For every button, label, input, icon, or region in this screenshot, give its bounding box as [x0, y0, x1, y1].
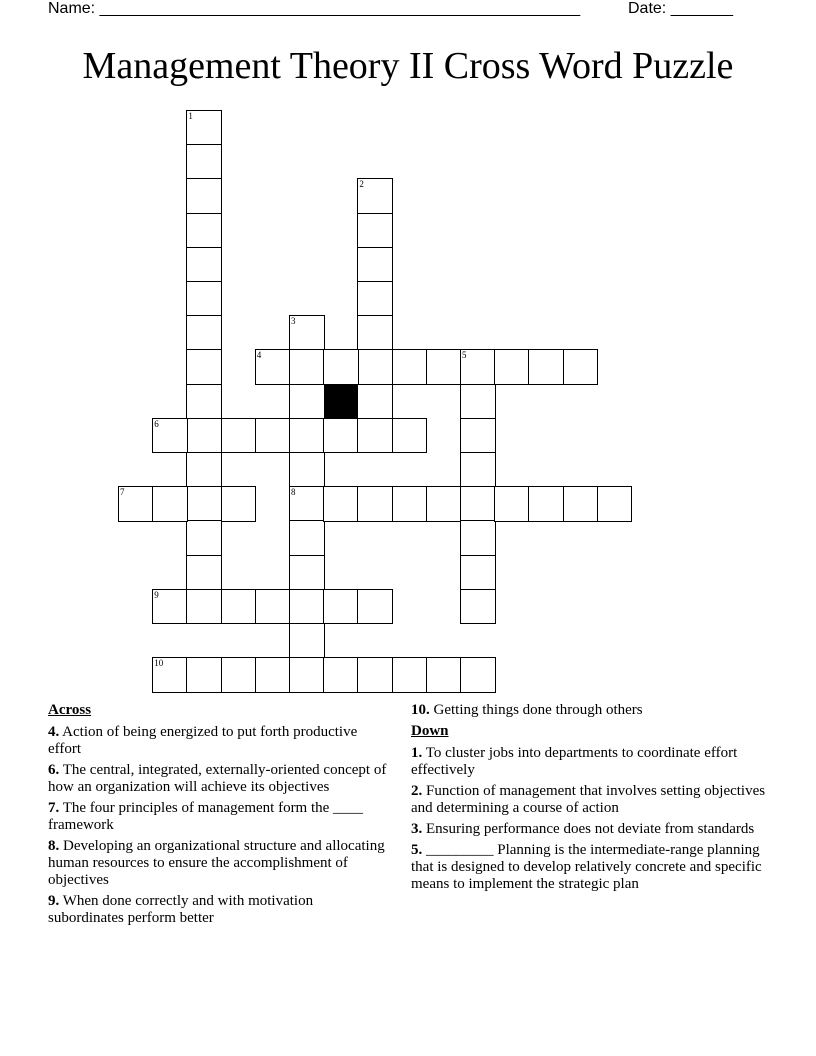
- grid-cell[interactable]: [186, 418, 222, 454]
- grid-cell[interactable]: [289, 555, 325, 591]
- grid-cell[interactable]: [392, 486, 428, 522]
- grid-cell[interactable]: [460, 555, 496, 591]
- grid-cell[interactable]: [186, 452, 222, 488]
- down-heading: Down: [411, 723, 449, 739]
- grid-cell[interactable]: [460, 384, 496, 420]
- grid-cell[interactable]: [357, 589, 393, 625]
- clue-number: 4.: [48, 724, 60, 740]
- grid-cell[interactable]: [528, 486, 564, 522]
- clue-across-4: [48, 724, 388, 758]
- clue-text: Getting things done through others: [429, 702, 643, 718]
- grid-cell[interactable]: [426, 657, 462, 693]
- grid-cell[interactable]: [255, 657, 291, 693]
- grid-cell[interactable]: [289, 657, 325, 693]
- grid-cell[interactable]: [323, 589, 359, 625]
- grid-cell[interactable]: [289, 486, 325, 522]
- clue-text: Developing an organizational structure and allocating human resources to ensure the accomplishment of objectives: [48, 838, 385, 888]
- grid-cell[interactable]: [186, 247, 222, 283]
- clue-number-label: 10: [154, 658, 164, 669]
- grid-cell[interactable]: [357, 486, 393, 522]
- grid-cell[interactable]: [563, 486, 599, 522]
- clue-number: 6.: [48, 762, 60, 778]
- grid-cell[interactable]: [186, 349, 222, 385]
- grid-cell[interactable]: [186, 589, 222, 625]
- grid-cell[interactable]: [460, 589, 496, 625]
- grid-cell[interactable]: [186, 384, 222, 420]
- clue-down-2: [411, 783, 766, 817]
- grid-cell[interactable]: [392, 349, 428, 385]
- grid-cell[interactable]: [186, 213, 222, 249]
- clue-text: Action of being energized to put forth productive effort: [48, 724, 358, 757]
- clue-down-1: [411, 745, 766, 779]
- clue-number-label: 3: [291, 316, 296, 327]
- grid-cell[interactable]: [221, 486, 257, 522]
- clue-across-8: [48, 838, 388, 889]
- page-title: Management Theory II Cross Word Puzzle: [82, 45, 734, 87]
- grid-cell[interactable]: [186, 315, 222, 351]
- grid-cell[interactable]: [186, 657, 222, 693]
- grid-cell[interactable]: [528, 349, 564, 385]
- grid-cell[interactable]: [494, 349, 530, 385]
- grid-cell[interactable]: [357, 657, 393, 693]
- clue-text: Function of management that involves setting objectives and determining a course of action: [411, 783, 766, 816]
- grid-cell[interactable]: [186, 486, 222, 522]
- grid-cell[interactable]: [118, 486, 154, 522]
- clue-text: To cluster jobs into departments to coordinate effort effectively: [411, 745, 738, 778]
- grid-cell[interactable]: [426, 486, 462, 522]
- clue-number-label: 7: [120, 487, 125, 498]
- grid-cell[interactable]: [460, 486, 496, 522]
- date-line: Date: _______: [628, 0, 733, 17]
- grid-cell[interactable]: [357, 178, 393, 214]
- clue-text: Ensuring performance does not deviate from standards: [422, 821, 755, 837]
- clue-number: 5.: [411, 842, 423, 858]
- name-line: Name: ______________________________________________________: [48, 0, 581, 17]
- grid-cell[interactable]: [460, 520, 496, 556]
- clue-across-10: [411, 702, 766, 719]
- grid-cell[interactable]: [289, 623, 325, 659]
- clue-across-7: [48, 800, 388, 834]
- grid-cell[interactable]: [323, 418, 359, 454]
- grid-cell[interactable]: [460, 418, 496, 454]
- clue-number: 8.: [48, 838, 60, 854]
- grid-cell[interactable]: [186, 555, 222, 591]
- grid-cell[interactable]: [152, 589, 188, 625]
- across-heading: Across: [48, 702, 92, 718]
- grid-cell[interactable]: [289, 315, 325, 351]
- grid-cell[interactable]: [563, 349, 599, 385]
- grid-cell[interactable]: [221, 418, 257, 454]
- grid-cell[interactable]: [597, 486, 633, 522]
- grid-cell[interactable]: [392, 657, 428, 693]
- grid-cell[interactable]: [255, 418, 291, 454]
- clue-number-label: 1: [188, 111, 193, 121]
- clue-across-9: [48, 893, 388, 927]
- clue-number: 10.: [411, 702, 430, 718]
- grid-cell[interactable]: [460, 349, 496, 385]
- grid-cell[interactable]: [289, 384, 325, 420]
- grid-cell[interactable]: [357, 281, 393, 317]
- clue-number: 3.: [411, 821, 423, 837]
- grid-cell[interactable]: [221, 589, 257, 625]
- clue-number-label: 4: [256, 350, 262, 361]
- clue-number-label: 6: [154, 418, 159, 429]
- clue-number-label: 5: [462, 350, 467, 361]
- clues-right-column: [411, 702, 766, 897]
- clue-across-6: [48, 762, 388, 796]
- clue-number: 2.: [411, 783, 423, 799]
- grid-cell[interactable]: [186, 281, 222, 317]
- grid-cell[interactable]: [289, 452, 325, 488]
- clue-number-label: 2: [359, 179, 364, 190]
- grid-cell[interactable]: [357, 384, 393, 420]
- grid-cell[interactable]: [392, 418, 428, 454]
- grid-cell[interactable]: [494, 486, 530, 522]
- grid-cell[interactable]: [460, 657, 496, 693]
- grid-cell[interactable]: [152, 657, 188, 693]
- grid-cell[interactable]: [221, 657, 257, 693]
- grid-cell[interactable]: [289, 418, 325, 454]
- grid-cell[interactable]: [289, 589, 325, 625]
- grid-cell[interactable]: [426, 349, 462, 385]
- clue-number: 7.: [48, 800, 60, 816]
- clue-text: When done correctly and with motivation subordinates perform better: [48, 893, 314, 926]
- clue-text: The four principles of management form the ____ framework: [48, 800, 364, 833]
- grid-cell[interactable]: [186, 178, 222, 214]
- grid-cell[interactable]: [255, 589, 291, 625]
- clues-left-column: [48, 702, 388, 931]
- grid-cell[interactable]: [323, 486, 359, 522]
- grid-cell[interactable]: [357, 418, 393, 454]
- grid-cell[interactable]: [289, 520, 325, 556]
- grid-cell[interactable]: [323, 349, 359, 385]
- grid-cell[interactable]: [186, 520, 222, 556]
- grid-cell[interactable]: [357, 213, 393, 249]
- grid-cell[interactable]: [460, 452, 496, 488]
- clue-number-label: 8: [291, 487, 296, 498]
- clue-down-3: [411, 821, 766, 838]
- clue-down-5: [411, 842, 766, 893]
- grid-cell[interactable]: [152, 486, 188, 522]
- grid-cell[interactable]: [152, 418, 188, 454]
- grid-cell[interactable]: [186, 144, 222, 180]
- grid-cell[interactable]: [357, 247, 393, 283]
- grid-cell[interactable]: [357, 349, 393, 385]
- clue-number: 1.: [411, 745, 423, 761]
- grid-cell[interactable]: [357, 315, 393, 351]
- clue-text: _________ Planning is the intermediate-range planning that is designed to develop relatively concrete and specific means to implement the strategic plan: [411, 842, 762, 892]
- grid-cell[interactable]: [255, 349, 291, 385]
- grid-cell[interactable]: [186, 110, 222, 146]
- grid-cell[interactable]: [323, 657, 359, 693]
- clue-text: The central, integrated, externally-oriented concept of how an organization will achieve its objectives: [48, 762, 387, 795]
- black-cell: [323, 384, 359, 420]
- clue-number-label: 9: [154, 589, 159, 600]
- clue-number: 9.: [48, 893, 60, 909]
- grid-cell[interactable]: [289, 349, 325, 385]
